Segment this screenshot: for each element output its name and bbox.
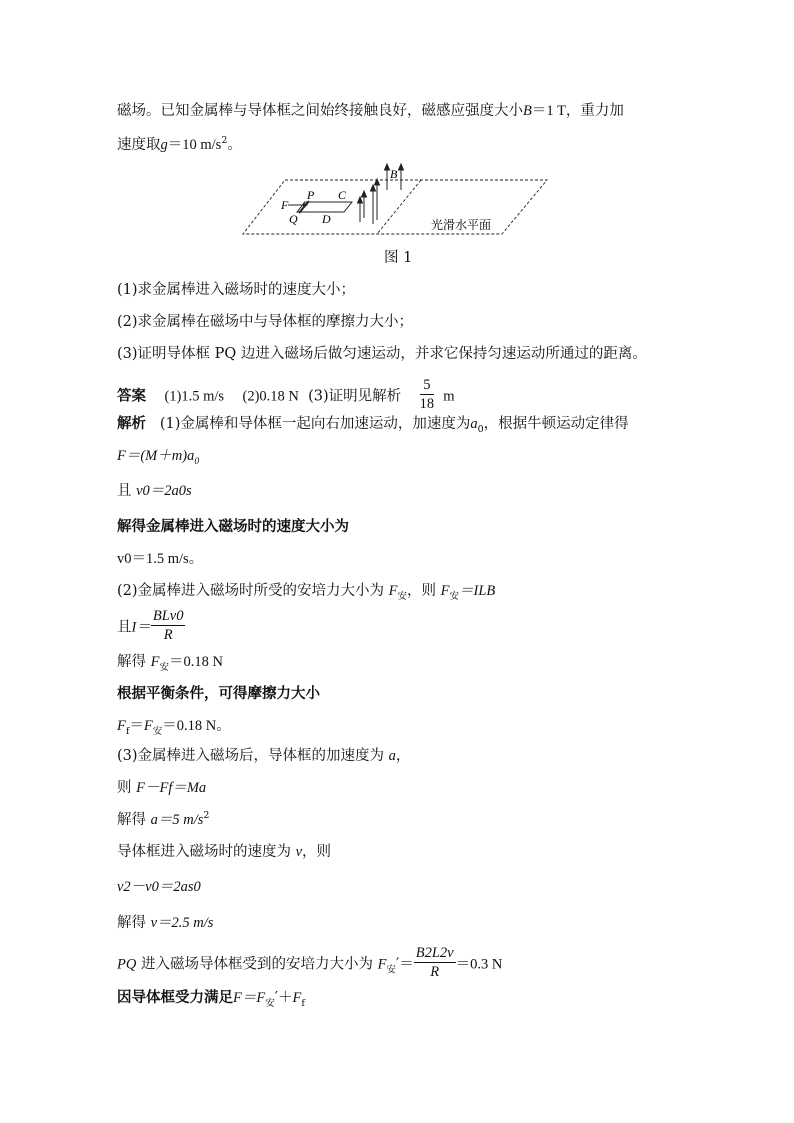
surface-label: 光滑水平面	[431, 218, 492, 232]
answer-fraction: $\frac{5}{18}$	[419, 377, 435, 412]
field-boundary-line	[377, 180, 421, 234]
label-Q: Q	[289, 212, 298, 226]
intro-line-1: 磁场。已知金属棒与导体框之间始终接触良好，磁感应强度大小B＝1 T，重力加	[117, 103, 624, 119]
solution-line-7: 根据平衡条件，可得摩擦力大小	[117, 685, 320, 702]
equation-5: 且I＝ $\frac{\text{BLv0}}{R}$	[117, 608, 184, 643]
equation-11: 解得 a＝5 $m/s^2$	[117, 810, 210, 828]
equation-2: 且 v0＝2a0s	[117, 483, 192, 499]
equation-13: v2－v0＝2as0	[117, 879, 201, 895]
equation-8: $F_f=F_安=0.18$ N。	[117, 718, 231, 737]
solution-line-16: 因导体框受力满足$F=F_安'+F_f$	[117, 989, 305, 1009]
answer-line: 答案 (1)1.5 m/s (2)0.18 N (3)证明见解析 $\frac{5}{18}$ m	[117, 377, 455, 412]
force-fraction: $\frac{B2L2v}{R}$	[415, 945, 454, 980]
label-B: B	[390, 167, 398, 181]
question-2: (2)求金属棒在磁场中与导体框的摩擦力大小；	[117, 314, 414, 330]
equation-10: 则 F－Ff＝Ma	[117, 780, 207, 796]
equation-6: 解得 $F_安=0.18$ N	[117, 654, 223, 673]
equation-14: 解得 v＝2.5 m/s	[117, 915, 214, 931]
physics-figure	[240, 160, 552, 240]
question-1: (1)求金属棒进入磁场时的速度大小；	[117, 282, 356, 298]
label-P: P	[307, 188, 315, 202]
current-fraction: $\frac{\text{BLv0}}{R}$	[152, 608, 184, 643]
solution-line-12: 导体框进入磁场时的速度为 v，则	[117, 844, 332, 860]
solution-line-3: 解得金属棒进入磁场时的速度大小为	[117, 518, 349, 535]
equation-1: $F=(M+m)a_0$	[117, 448, 200, 467]
label-D: D	[322, 212, 331, 226]
solution-line-1: 解析 (1)金属棒和导体框一起向右加速运动，加速度为$a_0$，根据牛顿运动定律得	[117, 415, 629, 435]
intro-line-2: 速度取g＝10 $m/s^2$。	[117, 135, 242, 153]
solution-line-9: (3)金属棒进入磁场后，导体框的加速度为 a，	[117, 748, 411, 764]
question-3: (3)证明导体框 PQ 边进入磁场后做匀速运动，并求它保持匀速运动所通过的距离。	[117, 346, 647, 362]
label-F: F	[281, 198, 289, 212]
solution-line-15: PQ 进入磁场导体框受到的安培力大小为 $F_安'=$ $\frac{B2L2v}{R}$ ＝0.3 N	[117, 945, 503, 980]
figure-caption: 图 1	[384, 250, 413, 266]
equation-3: v0＝1.5 m/s。	[117, 551, 204, 567]
solution-line-4: (2)金属棒进入磁场时所受的安培力大小为 $F_安$，则 $F_安=ILB$	[117, 583, 496, 602]
label-C: C	[338, 188, 347, 202]
